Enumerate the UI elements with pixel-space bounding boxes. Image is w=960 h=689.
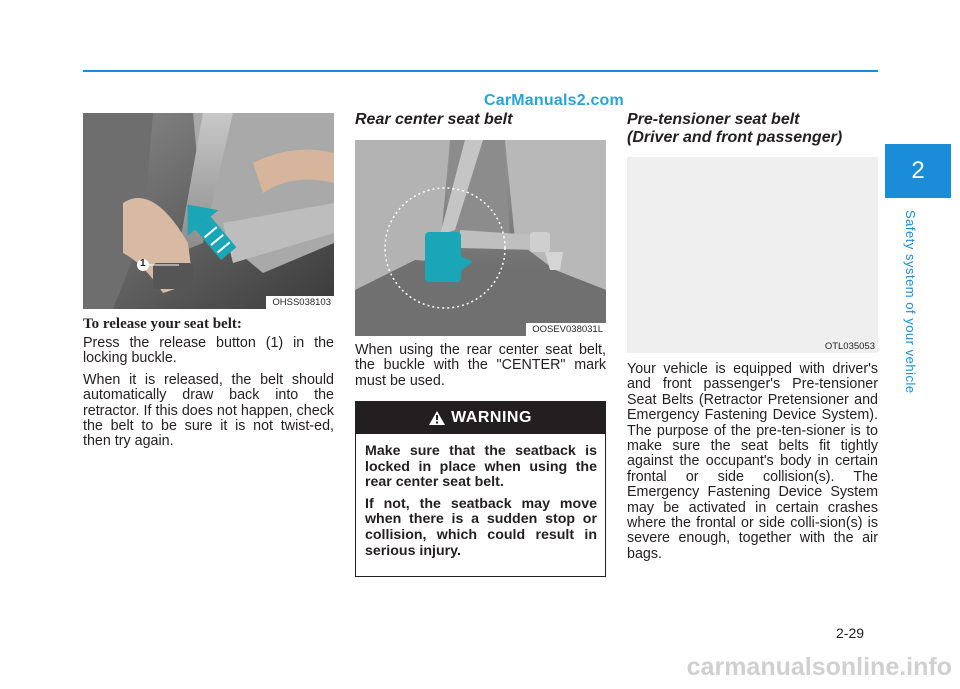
release-paragraph-1: Press the release button (1) in the locking buckle. bbox=[83, 335, 334, 367]
image-code: OHSS038103 bbox=[266, 296, 334, 309]
release-belt-photo bbox=[83, 113, 334, 309]
pretensioner-heading bbox=[627, 111, 842, 147]
pretensioner-image bbox=[627, 157, 878, 353]
chapter-tab bbox=[885, 144, 951, 198]
warning-title: WARNING bbox=[451, 409, 532, 426]
release-heading: To release your seat belt: bbox=[83, 316, 242, 332]
warning-header bbox=[356, 402, 605, 434]
warning-paragraph-2: If not, the seatback may move when there is a sudden stop or collision, which could result in serious injury. bbox=[365, 495, 597, 559]
top-rule bbox=[83, 70, 878, 72]
rear-center-photo bbox=[355, 140, 606, 336]
pretensioner-heading-line-2: (Driver and front passenger) bbox=[627, 129, 843, 146]
rear-center-body: When using the rear center seat belt, the buckle with the "CENTER" mark must be used. bbox=[355, 342, 606, 389]
warning-triangle-icon bbox=[429, 411, 445, 425]
release-body bbox=[83, 336, 334, 456]
rear-center-heading: Rear center seat belt bbox=[355, 111, 513, 128]
watermark-bottom[interactable]: carmanualsonline.info bbox=[686, 653, 952, 681]
warning-body bbox=[356, 434, 605, 573]
image-code: OTL035053 bbox=[819, 340, 878, 353]
warning-box bbox=[355, 401, 606, 577]
chapter-title: Safety system of your vehicle bbox=[903, 210, 918, 394]
pretensioner-body: Your vehicle is equipped with driver's and front passenger's Pre-tensioner Seat Belts (Retractor Pretensioner and Emergency Fastening Device System). The purpose of the pre-ten-sioner is to make sure the seat belts fit tightly against the occupant's body in certain frontal or side collision(s). The Emergency Fastening Device System may be activated in certain crashes where the frontal or side colli-sion(s) is severe enough, together with the air bags. bbox=[627, 361, 878, 562]
callout-number: 1 bbox=[140, 258, 146, 269]
page-number: 2-29 bbox=[836, 625, 865, 641]
chapter-number: 2 bbox=[911, 157, 925, 184]
release-paragraph-2: When it is released, the belt should automatically draw back into the retractor. If this does not happen, check the belt to be sure it is not twist-ed, then try again. bbox=[83, 371, 334, 450]
image-code: OOSEV038031L bbox=[526, 323, 606, 336]
watermark-top[interactable]: CarManuals2.com bbox=[484, 92, 624, 109]
warning-paragraph-1: Make sure that the seatback is locked in place when using the rear center seat belt. bbox=[365, 443, 597, 491]
pretensioner-heading-line-1: Pre-tensioner seat belt bbox=[627, 111, 800, 128]
